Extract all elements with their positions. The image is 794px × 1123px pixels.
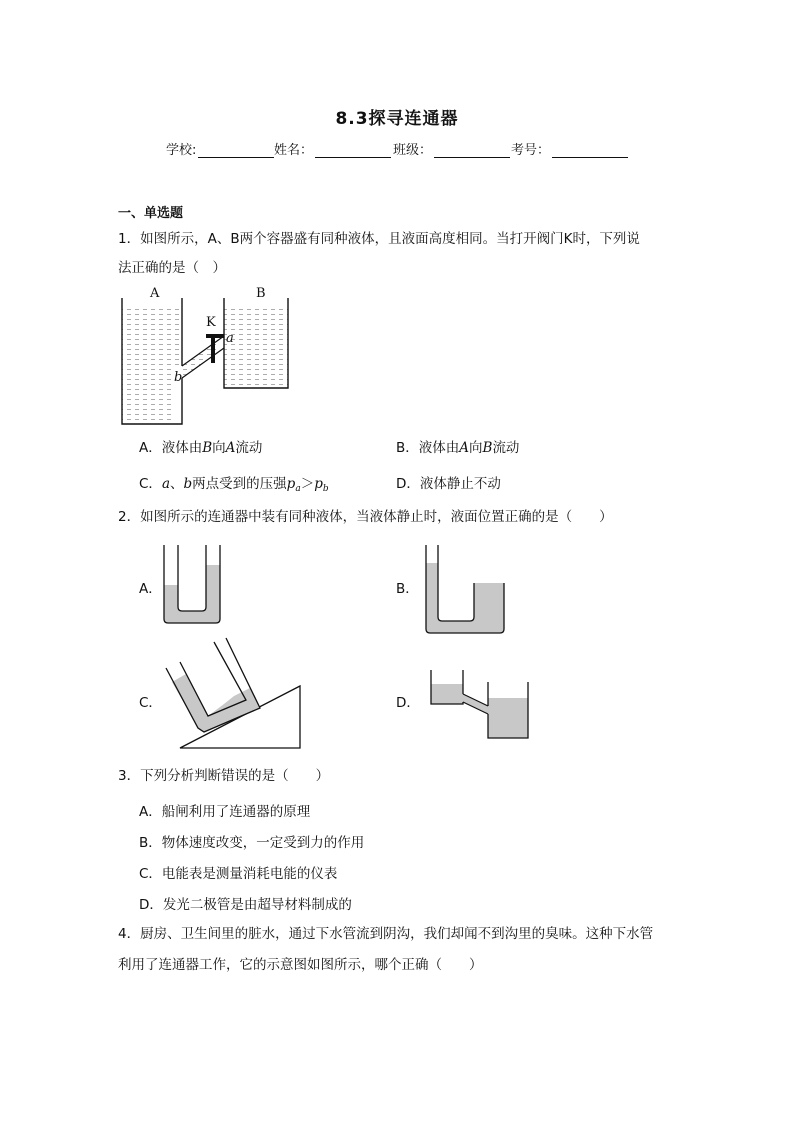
q1-fig-label-point-a: a — [226, 331, 234, 346]
info-name: 姓名： — [274, 139, 393, 158]
q3-option-d[interactable]: D．发光二极管是由超导材料制成的 — [139, 897, 352, 913]
class-blank[interactable] — [434, 143, 510, 158]
q1-option-a[interactable]: A．液体由B向A流动 — [139, 440, 263, 456]
q3-option-a[interactable]: A．船闸利用了连通器的原理 — [139, 804, 311, 820]
section-heading: 一、单选题 — [118, 206, 184, 221]
info-exam-no: 考号： — [511, 139, 630, 158]
q1-figure — [110, 282, 300, 430]
q1-option-c[interactable]: C．a、b两点受到的压强$p_a>p_b$ — [139, 476, 329, 494]
q2-option-b[interactable]: B． — [396, 581, 419, 597]
q2-fig-c — [164, 636, 304, 752]
q2-fig-d — [428, 668, 532, 742]
q1-fig-label-B: B — [256, 286, 266, 301]
q2-option-a[interactable]: A． — [139, 581, 162, 597]
name-blank[interactable] — [315, 143, 391, 158]
q1-option-b[interactable]: B．液体由A向B流动 — [396, 440, 520, 456]
q2-option-c[interactable]: C． — [139, 695, 162, 711]
q3-text: 3．下列分析判断错误的是（ ） — [118, 768, 330, 784]
q1-text-line2: 法正确的是（ ） — [118, 260, 226, 276]
q3-option-b[interactable]: B．物体速度改变，一定受到力的作用 — [139, 835, 365, 851]
q4-text-line1: 4．厨房、卫生间里的脏水，通过下水管流到阴沟，我们却闻不到沟里的臭味。这种下水管 — [118, 926, 654, 942]
q1-fig-label-point-b: b — [174, 370, 183, 385]
q2-text: 2．如图所示的连通器中装有同种液体，当液体静止时，液面位置正确的是（ ） — [118, 509, 613, 525]
page-title: 8.3探寻连通器 — [335, 109, 459, 129]
q1-text-line1: 1．如图所示，A、B两个容器盛有同种液体，且液面高度相同。当打开阀门K时，下列说 — [118, 231, 640, 247]
info-class: 班级： — [393, 139, 512, 158]
q4-text-line2: 利用了连通器工作，它的示意图如图所示，哪个正确（ ） — [118, 957, 483, 973]
exam-no-blank[interactable] — [552, 143, 628, 158]
q2-option-d[interactable]: D． — [396, 695, 420, 711]
info-school: 学校: — [166, 139, 276, 158]
q1-fig-label-K: K — [206, 315, 216, 330]
q3-option-c[interactable]: C．电能表是测量消耗电能的仪表 — [139, 866, 338, 882]
q2-fig-a — [162, 545, 222, 625]
school-blank[interactable] — [198, 143, 274, 158]
q1-fig-label-A: A — [150, 286, 160, 301]
q2-fig-b — [424, 545, 506, 635]
q1-option-d[interactable]: D．液体静止不动 — [396, 476, 501, 492]
